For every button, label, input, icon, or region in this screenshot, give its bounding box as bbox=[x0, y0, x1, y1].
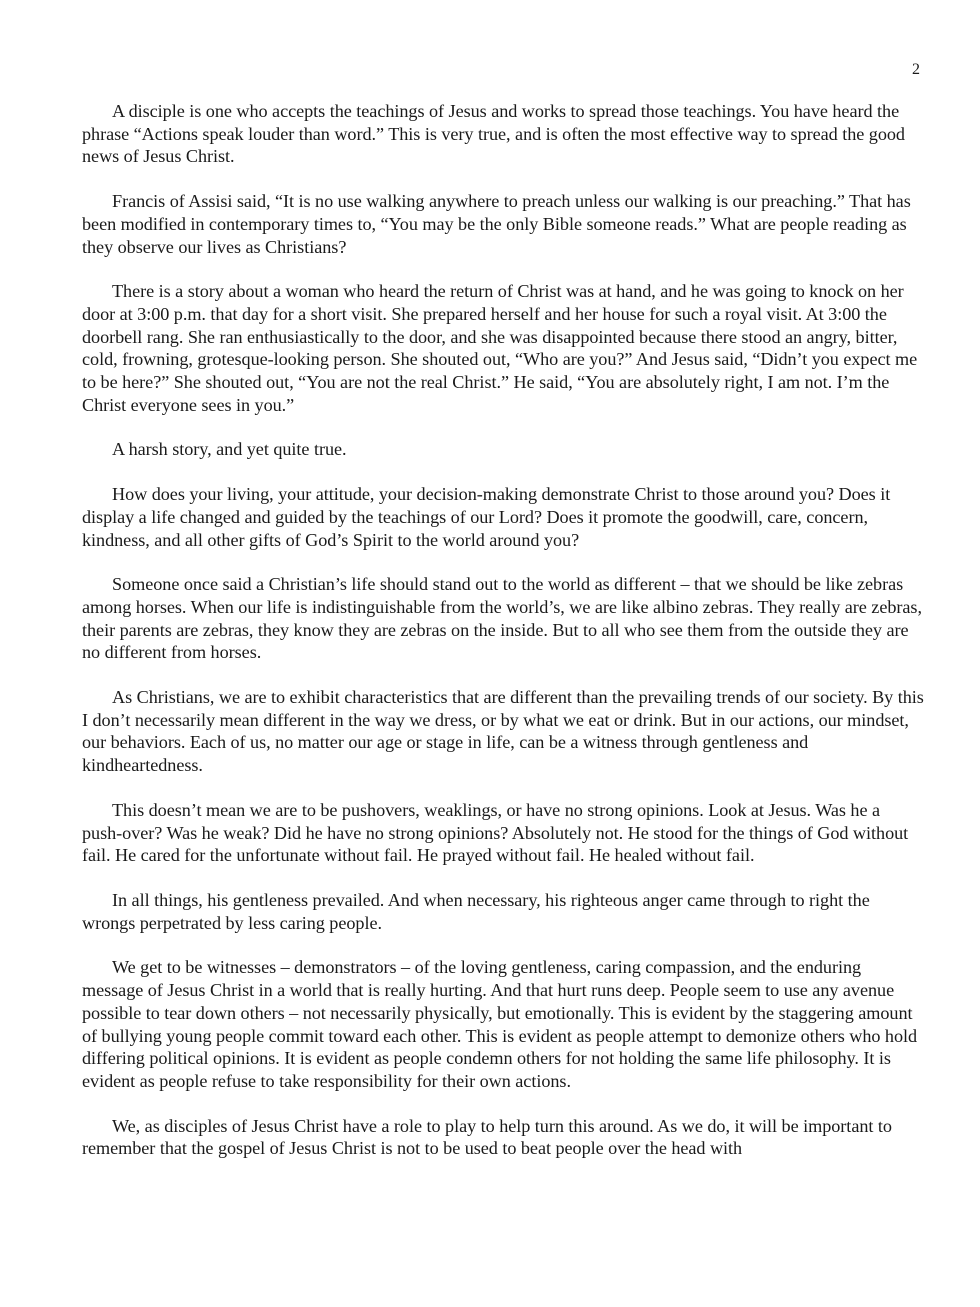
paragraph-characteristics: As Christians, we are to exhibit characteristics that are different than the prevailing trends of our society. By this I don’t necessarily mean different in the way we dress, or by what we eat or drink. But in our actions, our mindset, our behaviors. Each of us, no matter our age or stage in life, can be a witness through gentleness and kindheartedness. bbox=[82, 687, 924, 776]
paragraph-witnesses: We get to be witnesses – demonstrators – of the loving gentleness, caring compassion, and the enduring message of Jesus Christ in a world that is really hurting. And that hurt runs deep. People seem to use any avenue possible to tear down others – not necessarily physically, but emotionally. This is evident by the staggering amount of bullying young people commit toward each other. This is evident as people attempt to demonize others who hold differing political opinions. It is evident as people condemn others for not holding the same life philosophy. It is evident as people refuse to take responsibility for their own actions. bbox=[82, 957, 918, 1091]
page-number: 2 bbox=[912, 61, 920, 78]
paragraph-francis-of-assisi: Francis of Assisi said, “It is no use walking anywhere to preach unless our walking is our preaching.” That has been modified in contemporary times to, “You may be the only Bible someone reads.” What are people reading as they observe our lives as Christians? bbox=[82, 191, 911, 257]
paragraph-not-pushovers: This doesn’t mean we are to be pushovers, weaklings, or have no strong opinions. Look at Jesus. Was he a push-over? Was he weak? Did he have no strong opinions? Absolutely not. He stood for the things of God without fail. He cared for the unfortunate without fail. He prayed without fail. He healed without fail. bbox=[82, 799, 909, 866]
paragraph-gentleness-prevailed: In all things, his gentleness prevailed. And when necessary, his righteous anger came through to right the wrongs perpetrated by less caring people. bbox=[82, 889, 870, 933]
body-text bbox=[82, 100, 924, 1182]
paragraph-woman-story: There is a story about a woman who heard the return of Christ was at hand, and he was going to knock on her door at 3:00 p.m. that day for a short visit. She prepared herself and her house for such a royal visit. At 3:00 the doorbell rang. She ran enthusiastically to the door, and she was disappointed because there stood an angry, bitter, cold, frowning, grotesque-looking person. She shouted out, “Who are you?” And Jesus said, “Didn’t you expect me to be here?” She shouted out, “You are not the real Christ.” He said, “You are absolutely right, I am not. I’m the Christ everyone sees in you.” bbox=[82, 281, 918, 415]
paragraph-disciple-definition: A disciple is one who accepts the teachings of Jesus and works to spread those teachings. You have heard the phrase “Actions speak louder than word.” This is very true, and is often the most effective way to spread the good news of Jesus Christ. bbox=[82, 101, 905, 167]
paragraph-demonstrate-christ: How does your living, your attitude, your decision-making demonstrate Christ to those around you? Does it display a life changed and guided by the teachings of our Lord? Does it promote the goodwill, care, concern, kindness, and all other gifts of God’s Spirit to the world around you? bbox=[82, 484, 891, 550]
paragraph-role-to-play: We, as disciples of Jesus Christ have a role to play to help turn this around. As we do, it will be important to remember that the gospel of Jesus Christ is not to be used to beat people over the head with bbox=[82, 1115, 892, 1159]
paragraph-harsh-story: A harsh story, and yet quite true. bbox=[112, 439, 347, 460]
paragraph-zebras: Someone once said a Christian’s life should stand out to the world as different – that we should be like zebras among horses. When our life is indistinguishable from the world’s, we are like albino zebras. They really are zebras, their parents are zebras, they know they are zebras on the inside. But to all who see them from the outside they are no different from horses. bbox=[82, 574, 922, 663]
